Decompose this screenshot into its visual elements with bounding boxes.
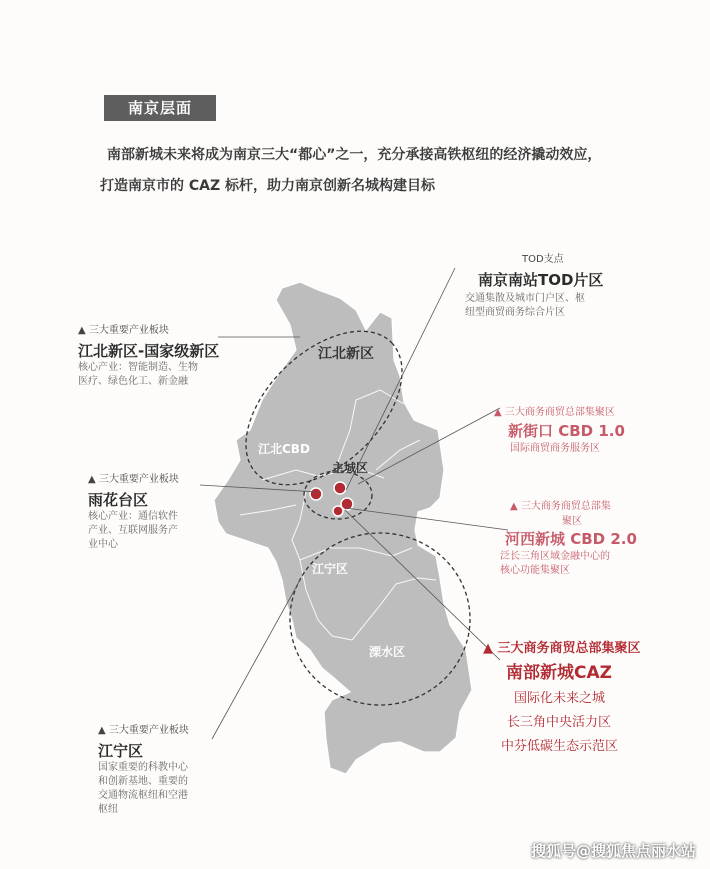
jiangning-title: 江宁区	[98, 742, 144, 760]
caz-title: 南部新城CAZ	[506, 663, 612, 683]
caz-kicker: ▲ 三大商务商贸总部集聚区	[483, 641, 641, 656]
cbd-dot-south-2	[333, 506, 343, 516]
watermark: 搜狐号@搜狐焦点丽水站	[530, 842, 696, 860]
cbd-dot-xinjiekou	[334, 482, 346, 494]
section-title: 南京层面	[104, 95, 216, 121]
yuhuatai-desc: 核心产业：通信软件 产业、互联网服务产 业中心	[88, 511, 178, 550]
tod-desc: 交通集散及城市门户区、枢 纽型商贸商务综合片区	[465, 293, 585, 318]
yuhuatai-title: 雨花台区	[88, 491, 149, 509]
leader-jiangning	[212, 580, 300, 739]
caz-line-3: 中芬低碳生态示范区	[501, 739, 619, 754]
caz-line-1: 国际化未来之城	[514, 691, 606, 706]
hexi-kicker-2: 聚区	[562, 516, 582, 527]
xinjiekou-title: 新街口 CBD 1.0	[508, 422, 625, 440]
xinjiekou-kicker: ▲ 三大商务商贸总部集聚区	[494, 407, 615, 418]
map-label-jiangbei-cbd: 江北CBD	[258, 442, 310, 456]
jiangning-kicker: ▲ 三大重要产业板块	[98, 725, 189, 736]
caz-line-2: 长三角中央活力区	[507, 715, 612, 730]
hexi-desc: 泛长三角区域金融中心的 核心功能集聚区	[500, 551, 610, 576]
yuhuatai-kicker: ▲ 三大重要产业板块	[88, 474, 179, 485]
intro-line-1: 南部新城未来将成为南京三大“都心”之一，充分承接高铁枢纽的经济撬动效应，	[107, 147, 602, 163]
hexi-kicker: ▲ 三大商务商贸总部集	[510, 501, 611, 512]
xinjiekou-desc: 国际商贸商务服务区	[510, 443, 600, 454]
jiangbei-title: 江北新区-国家级新区	[78, 342, 220, 360]
tod-title: 南京南站TOD片区	[478, 271, 604, 289]
tod-kicker: TOD支点	[522, 254, 564, 265]
jiangbei-kicker: ▲ 三大重要产业板块	[78, 325, 169, 336]
jiangbei-desc: 核心产业：智能制造、生物 医疗、绿色化工、新金融	[78, 362, 198, 387]
map-label-lishui: 溧水区	[369, 645, 406, 659]
map-label-jiangbei-new: 江北新区	[318, 346, 374, 362]
cbd-dot-hexi	[310, 488, 322, 500]
jiangning-desc: 国家重要的科教中心 和创新基地、重要的 交通物流枢纽和空港 枢纽	[98, 762, 188, 815]
map-label-zhucheng: 主城区	[332, 461, 369, 475]
hexi-title: 河西新城 CBD 2.0	[505, 530, 637, 548]
map-label-jiangning: 江宁区	[312, 562, 349, 576]
intro-line-2: 打造南京市的 CAZ 标杆，助力南京创新名城构建目标	[100, 178, 436, 194]
